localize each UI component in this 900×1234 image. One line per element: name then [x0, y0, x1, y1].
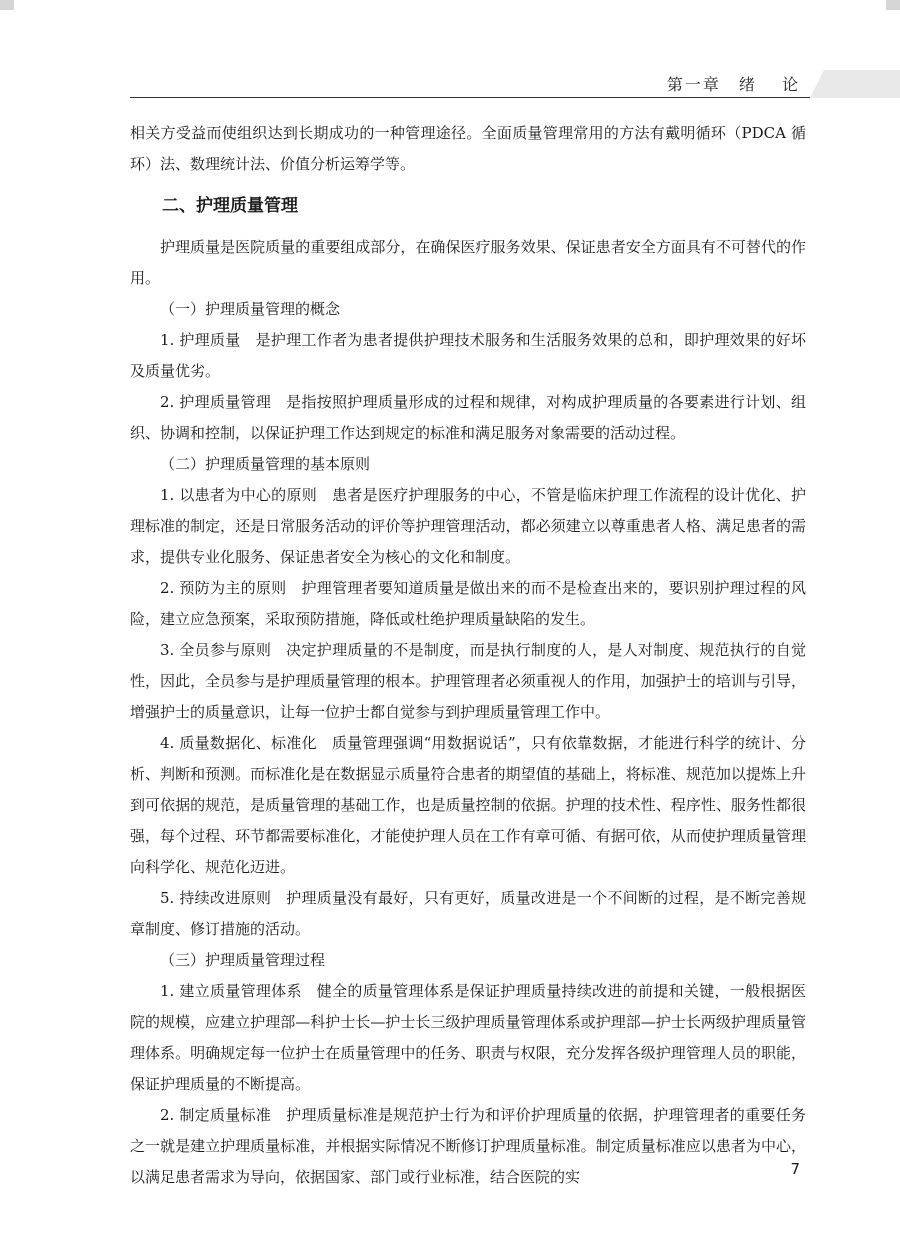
paragraph-item: [130, 480, 806, 573]
page-body: [130, 118, 806, 1193]
crop-mark-right: [886, 0, 900, 10]
item-text: 护理质量没有最好，只有更好，质量改进是一个不间断的过程，是不断完善规章制度、修订措施的活动。: [130, 889, 806, 938]
item-text: 护理管理者要知道质量是做出来的而不是检查出来的，要识别护理过程的风险，建立应急预案，采取预防措施，降低或杜绝护理质量缺陷的发生。: [130, 579, 806, 628]
item-text: 是指按照护理质量形成的过程和规律，对构成护理质量的各要素进行计划、组织、协调和控制，以保证护理工作达到规定的标准和满足服务对象需要的活动过程。: [130, 393, 806, 442]
item-text: 质量管理强调“用数据说话”，只有依靠数据，才能进行科学的统计、分析、判断和预测。而标准化是在数据显示质量符合患者的期望值的基础上，将标准、规范加以提炼上升到可依据的规范，是质量管理的基础工作，也是质量控制的依据。护理的技术性、程序性、服务性都很强，每个过程、环节都需要标准化，才能使护理人员在工作有章可循、有据可依，从而使护理质量管理向科学化、规范化迈进。: [130, 734, 806, 876]
item-term: 4. 质量数据化、标准化: [160, 734, 317, 752]
item-term: 2. 预防为主的原则: [160, 579, 287, 597]
paragraph-item: [130, 883, 806, 945]
subsection-heading-principles: （二）护理质量管理的基本原则: [160, 455, 371, 473]
item-term: 1. 护理质量: [160, 331, 241, 349]
paragraph-item: [130, 1100, 806, 1193]
item-term: 2. 制定质量标准: [160, 1106, 272, 1124]
header-rule: [130, 97, 810, 98]
header-band: [810, 70, 900, 98]
item-text: 决定护理质量的不是制度，而是执行制度的人，是人对制度、规范执行的自觉性，因此，全员参与是护理质量管理的根本。护理管理者必须重视人的作用，加强护士的培训与引导，增强护士的质量意识，让每一位护士都自觉参与到护理质量管理工作中。: [130, 641, 806, 721]
item-text: 护理质量标准是规范护士行为和评价护理质量的依据，护理管理者的重要任务之一就是建立护理质量标准，并根据实际情况不断修订护理质量标准。制定质量标准应以患者为中心，以满足患者需求为导向，依据国家、部门或行业标准，结合医院的实: [130, 1106, 806, 1186]
paragraph-item: [130, 387, 806, 449]
paragraph-item: [130, 573, 806, 635]
paragraph-item: [130, 325, 806, 387]
item-term: 1. 建立质量管理体系: [160, 982, 302, 1000]
crop-mark-left: [0, 0, 14, 10]
section-intro: 护理质量是医院质量的重要组成部分，在确保医疗服务效果、保证患者安全方面具有不可替代的作用。: [130, 238, 806, 287]
chapter-title: 第一章 绪 论: [666, 75, 800, 94]
subsection-heading-process: （三）护理质量管理过程: [160, 951, 326, 969]
paragraph-item: [130, 728, 806, 883]
item-text: 患者是医疗护理服务的中心，不管是临床护理工作流程的设计优化、护理标准的制定，还是日常服务活动的评价等护理管理活动，都必须建立以尊重患者人格、满足患者的需求，提供专业化服务、保证患者安全为核心的文化和制度。: [130, 486, 806, 566]
item-term: 1. 以患者为中心的原则: [160, 486, 318, 504]
item-term: 5. 持续改进原则: [160, 889, 272, 907]
item-text: 健全的质量管理体系是保证护理质量持续改进的前提和关键，一般根据医院的规模，应建立护理部—科护士长—护士长三级护理质量管理体系或护理部—护士长两级护理质量管理体系。明确规定每一位护士在质量管理中的任务、职责与权限，充分发挥各级护理管理人员的职能，保证护理质量的不断提高。: [130, 982, 806, 1093]
paragraph-continued: 相关方受益而使组织达到长期成功的一种管理途径。全面质量管理常用的方法有戴明循环（PDCA 循环）法、数理统计法、价值分析运筹学等。: [130, 124, 806, 173]
item-term: 2. 护理质量管理: [160, 393, 272, 411]
item-text: 是护理工作者为患者提供护理技术服务和生活服务效果的总和，即护理效果的好坏及质量优劣。: [130, 331, 806, 380]
item-term: 3. 全员参与原则: [160, 641, 272, 659]
paragraph-item: [130, 635, 806, 728]
subsection-heading-concept: （一）护理质量管理的概念: [160, 300, 341, 318]
paragraph-item: [130, 976, 806, 1100]
section-heading: 二、护理质量管理: [162, 196, 298, 216]
page-number: 7: [790, 1160, 800, 1178]
